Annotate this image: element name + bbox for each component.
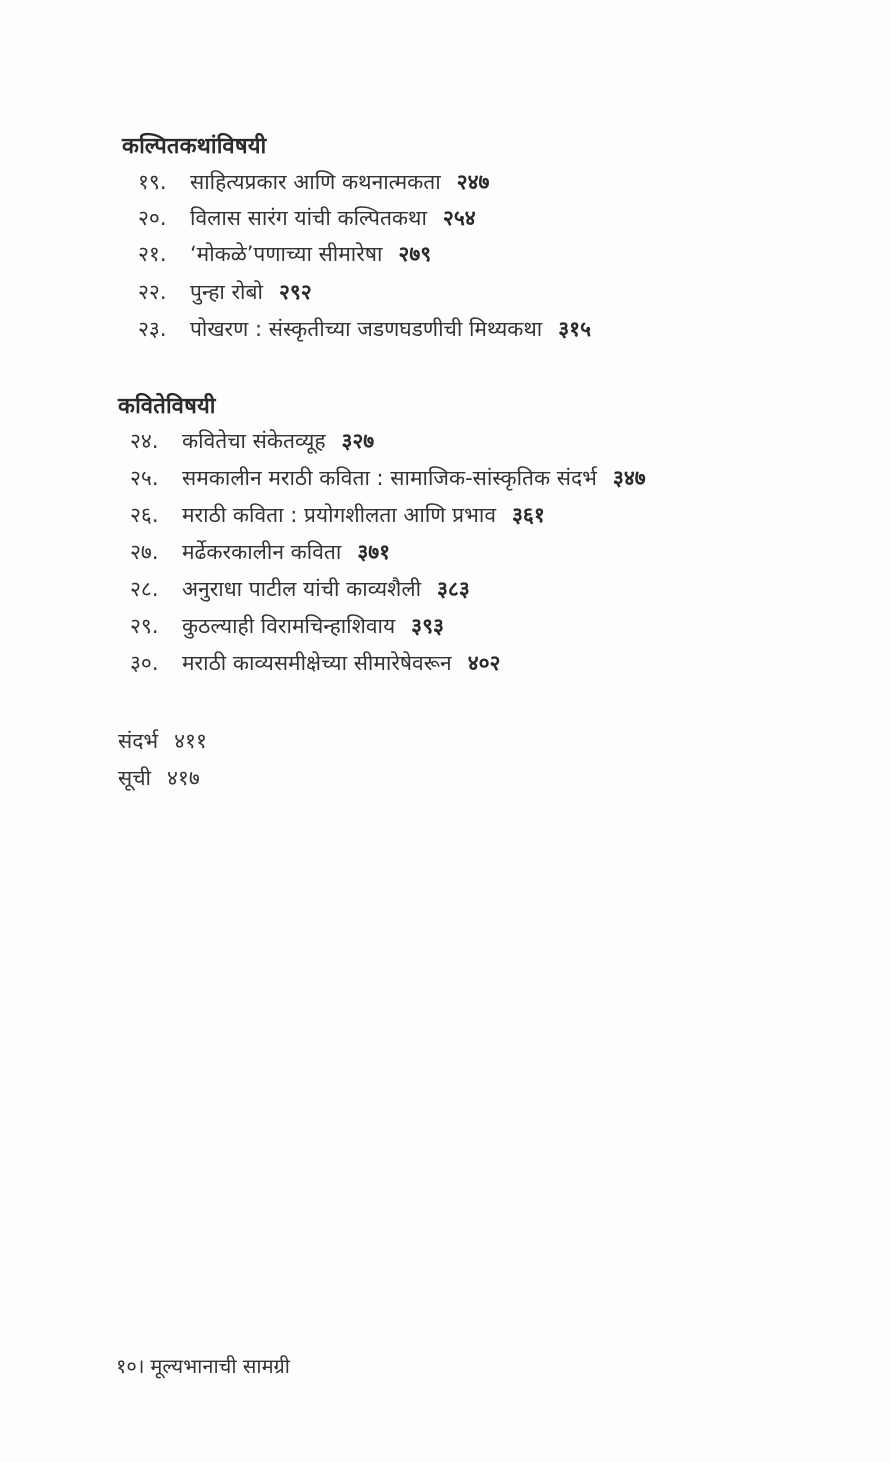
entry-page: ३१५	[558, 317, 592, 341]
entry-number: २३.	[138, 317, 167, 341]
toc-entry	[138, 240, 431, 268]
entry-page: ३७१	[357, 540, 391, 564]
footer-book-title: मूल्यभानाची सामग्री	[150, 1354, 290, 1378]
toc-entry	[130, 575, 470, 603]
back-matter-references	[118, 727, 207, 755]
entry-title: साहित्यप्रकार आणि कथनात्मकता	[190, 170, 441, 194]
entry-number: २७.	[130, 540, 159, 564]
entry-page: ३२७	[341, 429, 375, 453]
toc-entry	[138, 278, 312, 306]
entry-title: मर्ढेकरकालीन कविता	[182, 540, 342, 564]
back-matter-page: ४१७	[166, 766, 200, 790]
entry-number: २५.	[130, 466, 159, 490]
footer-page-number: १०	[116, 1354, 137, 1378]
entry-title: मराठी कविता : प्रयोगशीलता आणि प्रभाव	[182, 503, 496, 527]
entry-title: ‘मोकळे’पणाच्या सीमारेषा	[190, 242, 383, 266]
entry-title: समकालीन मराठी कविता : सामाजिक-सांस्कृतिक संदर्भ	[182, 466, 597, 490]
entry-page: ३४७	[612, 466, 646, 490]
toc-entry	[130, 464, 646, 492]
back-matter-index	[118, 764, 200, 792]
entry-title: पोखरण : संस्कृतीच्या जडणघडणीची मिथ्यकथा	[190, 317, 543, 341]
toc-entry	[130, 538, 390, 566]
entry-page: २४७	[456, 170, 490, 194]
section-heading-fiction: कल्पितकथांविषयी	[122, 134, 267, 159]
entry-page: ४०२	[467, 651, 501, 675]
entry-number: २६.	[130, 503, 159, 527]
entry-page: २५४	[442, 206, 476, 230]
entry-title: पुन्हा रोबो	[190, 280, 263, 304]
back-matter-page: ४११	[174, 729, 207, 753]
toc-entry	[138, 315, 591, 343]
entry-page: २९२	[278, 280, 312, 304]
entry-number: २८.	[130, 577, 159, 601]
page-footer	[116, 1352, 290, 1379]
entry-title: कवितेचा संकेतव्यूह	[182, 429, 326, 453]
toc-entry	[138, 204, 476, 232]
entry-page: ३८३	[437, 577, 470, 601]
entry-number: २१.	[138, 242, 167, 266]
toc-entry	[130, 427, 374, 455]
toc-entry	[130, 649, 500, 677]
section-heading-poetry: कवितेविषयी	[118, 394, 216, 419]
entry-page: ३९३	[411, 614, 444, 638]
footer-separator: ।	[136, 1354, 145, 1378]
entry-number: २४.	[130, 429, 159, 453]
entry-title: विलास सारंग यांची कल्पितकथा	[190, 206, 427, 230]
entry-page: २७९	[398, 242, 432, 266]
entry-number: २०.	[138, 206, 167, 230]
entry-number: २९.	[130, 614, 159, 638]
entry-page: ३६१	[512, 503, 545, 527]
entry-title: मराठी काव्यसमीक्षेच्या सीमारेषेवरून	[182, 651, 452, 675]
entry-title: अनुराधा पाटील यांची काव्यशैली	[182, 577, 422, 601]
toc-entry	[130, 501, 545, 529]
back-matter-title: सूची	[118, 766, 151, 790]
toc-entry	[130, 612, 444, 640]
entry-number: १९.	[138, 170, 167, 194]
toc-entry	[138, 168, 489, 196]
entry-number: २२.	[138, 280, 167, 304]
entry-title: कुठल्याही विरामचिन्हाशिवाय	[182, 614, 396, 638]
back-matter-title: संदर्भ	[118, 729, 159, 753]
entry-number: ३०.	[130, 651, 159, 675]
